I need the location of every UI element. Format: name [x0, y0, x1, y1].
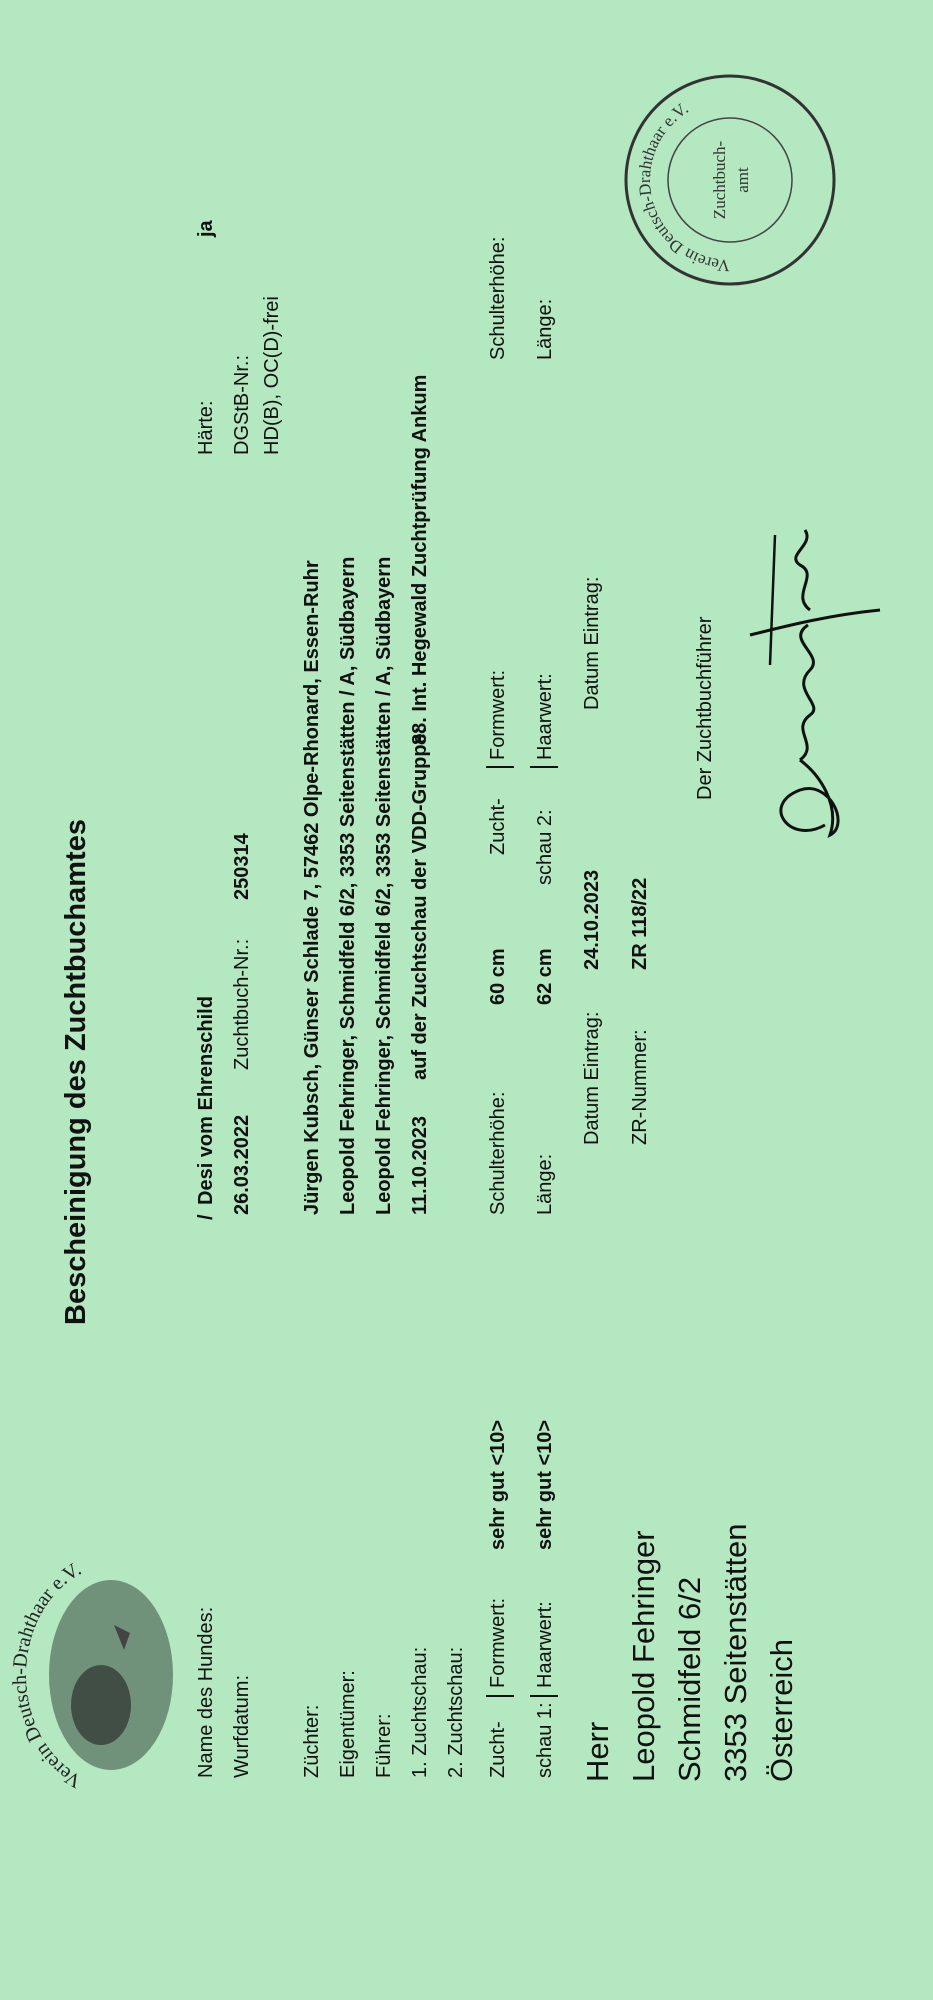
show1-formwert-label: Formwert: — [487, 1598, 509, 1688]
owner-value: Leopold Fehringer, Schmidfeld 6/2, 3353 Seitenstätten / A, Südbayern — [337, 556, 359, 1215]
show2-formwert-label: Formwert: — [487, 670, 509, 760]
stamp-ring-text: Verein Deutsch-Drahthaar e.V. — [634, 98, 731, 276]
show2-length-label: Länge: — [534, 298, 556, 360]
first-show-date: 11.10.2023 — [409, 1116, 431, 1215]
logo-text: Verein Deutsch-Drahthaar e.V. — [8, 1557, 86, 1793]
show1-label-line1: Zucht- — [487, 1721, 509, 1778]
show2-divider-lower — [530, 766, 558, 768]
show1-shoulder-label: Schulterhöhe: — [487, 1091, 509, 1215]
show2-shoulder-label: Schulterhöhe: — [487, 236, 509, 360]
dog-name-label: Name des Hundes: — [195, 1606, 217, 1778]
owner-label: Eigentümer: — [337, 1670, 359, 1778]
check-mark: / — [195, 1214, 217, 1220]
show1-divider — [486, 1695, 514, 1697]
show1-length-label: Länge: — [534, 1153, 556, 1215]
birth-date: 26.03.2022 — [231, 1114, 253, 1215]
first-show-label: 1. Zuchtschau: — [409, 1646, 431, 1778]
stamp-center-line2: amt — [733, 167, 752, 193]
handwritten-signature — [730, 515, 890, 865]
show1-haarwert-value: sehr gut <10> — [534, 1419, 556, 1550]
hardness-value: ja — [195, 220, 217, 237]
show2-divider — [486, 766, 514, 768]
show2-haarwert-label: Haarwert: — [534, 673, 556, 760]
signatory-role: Der Zuchtbuchführer — [694, 616, 716, 800]
address-salutation: Herr — [580, 1721, 615, 1782]
show2-label-line1: Zucht- — [487, 798, 509, 855]
hardness-label: Härte: — [195, 400, 217, 455]
show1-haarwert-label: Haarwert: — [534, 1601, 556, 1688]
stamp-center-line1: Zuchtbuch- — [710, 140, 729, 220]
show1-shoulder-value: 60 cm — [487, 948, 509, 1005]
first-show-place: 88. Int. Hegewald Zuchtprüfung Ankum — [409, 374, 431, 745]
second-show-label: 2. Zuchtschau: — [445, 1646, 467, 1778]
show2-entry-label: Datum Eintrag: — [581, 576, 603, 710]
hd-result: HD(B), OC(D)-frei — [261, 296, 283, 455]
official-stamp — [620, 70, 840, 290]
dgstb-label: DGStB-Nr.: — [231, 354, 253, 455]
zr-number-value: ZR 118/22 — [629, 877, 651, 970]
breeder-value: Jürgen Kubsch, Günser Schlade 7, 57462 Olpe-Rhonard, Essen-Ruhr — [301, 560, 323, 1215]
birth-date-label: Wurfdatum: — [231, 1675, 253, 1778]
dog-name: Desi vom Ehrenschild — [195, 996, 217, 1205]
handler-label: Führer: — [373, 1713, 395, 1778]
show1-label-line2: schau 1: — [534, 1702, 556, 1778]
show2-label-line2: schau 2: — [534, 809, 556, 885]
show1-entry-label: Datum Eintrag: — [581, 1011, 603, 1145]
address-city: 3353 Seitenstätten — [718, 1523, 753, 1782]
show1-length-value: 62 cm — [534, 948, 556, 1005]
address-street: Schmidfeld 6/2 — [672, 1576, 707, 1782]
show1-entry-value: 24.10.2023 — [581, 869, 603, 970]
studbook-number: 250314 — [231, 833, 253, 900]
zr-number-label: ZR-Nummer: — [629, 1029, 651, 1145]
address-country: Österreich — [764, 1639, 799, 1782]
show1-divider-lower — [530, 1695, 558, 1697]
address-name: Leopold Fehringer — [626, 1530, 661, 1782]
first-show-text: auf der Zuchtschau der VDD-Gruppe: — [409, 726, 431, 1080]
breeder-label: Züchter: — [301, 1704, 323, 1778]
page-title: Bescheinigung des Zuchtbuchamtes — [60, 819, 92, 1325]
association-logo — [6, 1525, 166, 1825]
studbook-label: Zuchtbuch-Nr.: — [231, 938, 253, 1070]
show1-formwert-value: sehr gut <10> — [487, 1419, 509, 1550]
handler-value: Leopold Fehringer, Schmidfeld 6/2, 3353 Seitenstätten / A, Südbayern — [373, 556, 395, 1215]
